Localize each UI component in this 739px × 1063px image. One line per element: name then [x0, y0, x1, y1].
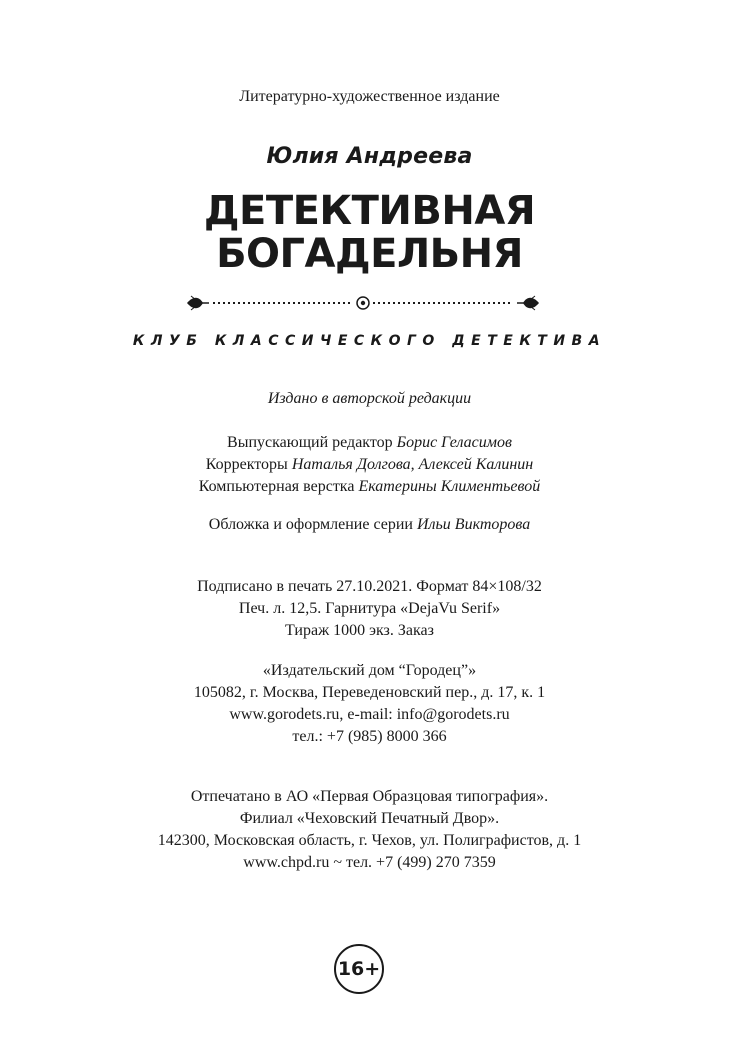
credit-role: Компьютерная верстка [198, 478, 359, 495]
book-title [0, 190, 739, 276]
print-info-line: Тираж 1000 экз. Заказ [285, 622, 434, 639]
publisher-block [0, 660, 739, 748]
ornament-divider-icon [185, 292, 541, 314]
genre-line: Литературно-художественное издание [239, 88, 500, 105]
printer-line: Отпечатано в АО «Первая Образцовая типография». [190, 788, 549, 805]
printer-line: www.chpd.ru ~ тел. +7 (499) 270 7359 [243, 854, 496, 871]
edition-note: Издано в авторской редакции [267, 390, 472, 407]
title-line-2: БОГАДЕЛЬНЯ [216, 231, 523, 277]
credit-name: Борис Геласимов [396, 434, 512, 451]
credit-line [0, 476, 739, 498]
credits-block [0, 432, 739, 498]
age-rating-badge: 16+ [334, 944, 384, 994]
author-name: Юлия Андреева [266, 144, 473, 169]
printer-line: Филиал «Чеховский Печатный Двор». [239, 810, 500, 827]
credit-line [0, 454, 739, 476]
series-name: КЛУБ КЛАССИЧЕСКОГО ДЕТЕКТИВА [132, 333, 607, 349]
publisher-line: тел.: +7 (985) 8000 366 [292, 728, 447, 745]
credit-role: Выпускающий редактор [227, 434, 397, 451]
credit-name: Ильи Викторова [416, 516, 531, 533]
print-info-line: Подписано в печать 27.10.2021. Формат 84×108/32 [197, 578, 542, 595]
print-info-block [0, 576, 739, 642]
print-info-line: Печ. л. 12,5. Гарнитура «DejaVu Serif» [238, 600, 501, 617]
credit-line [0, 432, 739, 454]
credit-role: Обложка и оформление серии [208, 516, 417, 533]
printer-block [0, 786, 739, 874]
publisher-line: www.gorodets.ru, e-mail: info@gorodets.ru [229, 706, 510, 723]
credit-name: Наталья Долгова, Алексей Калинин [291, 456, 534, 473]
credit-role: Корректоры [205, 456, 292, 473]
publisher-line: «Издательский дом “Городец”» [262, 662, 477, 679]
title-line-1: ДЕТЕКТИВНАЯ [203, 188, 536, 234]
cover-credit [0, 514, 739, 536]
printer-line: 142300, Московская область, г. Чехов, ул. Полиграфистов, д. 1 [157, 832, 582, 849]
credit-name: Екатерины Климентьевой [358, 478, 541, 495]
publisher-line: 105082, г. Москва, Переведеновский пер., д. 17, к. 1 [193, 684, 546, 701]
